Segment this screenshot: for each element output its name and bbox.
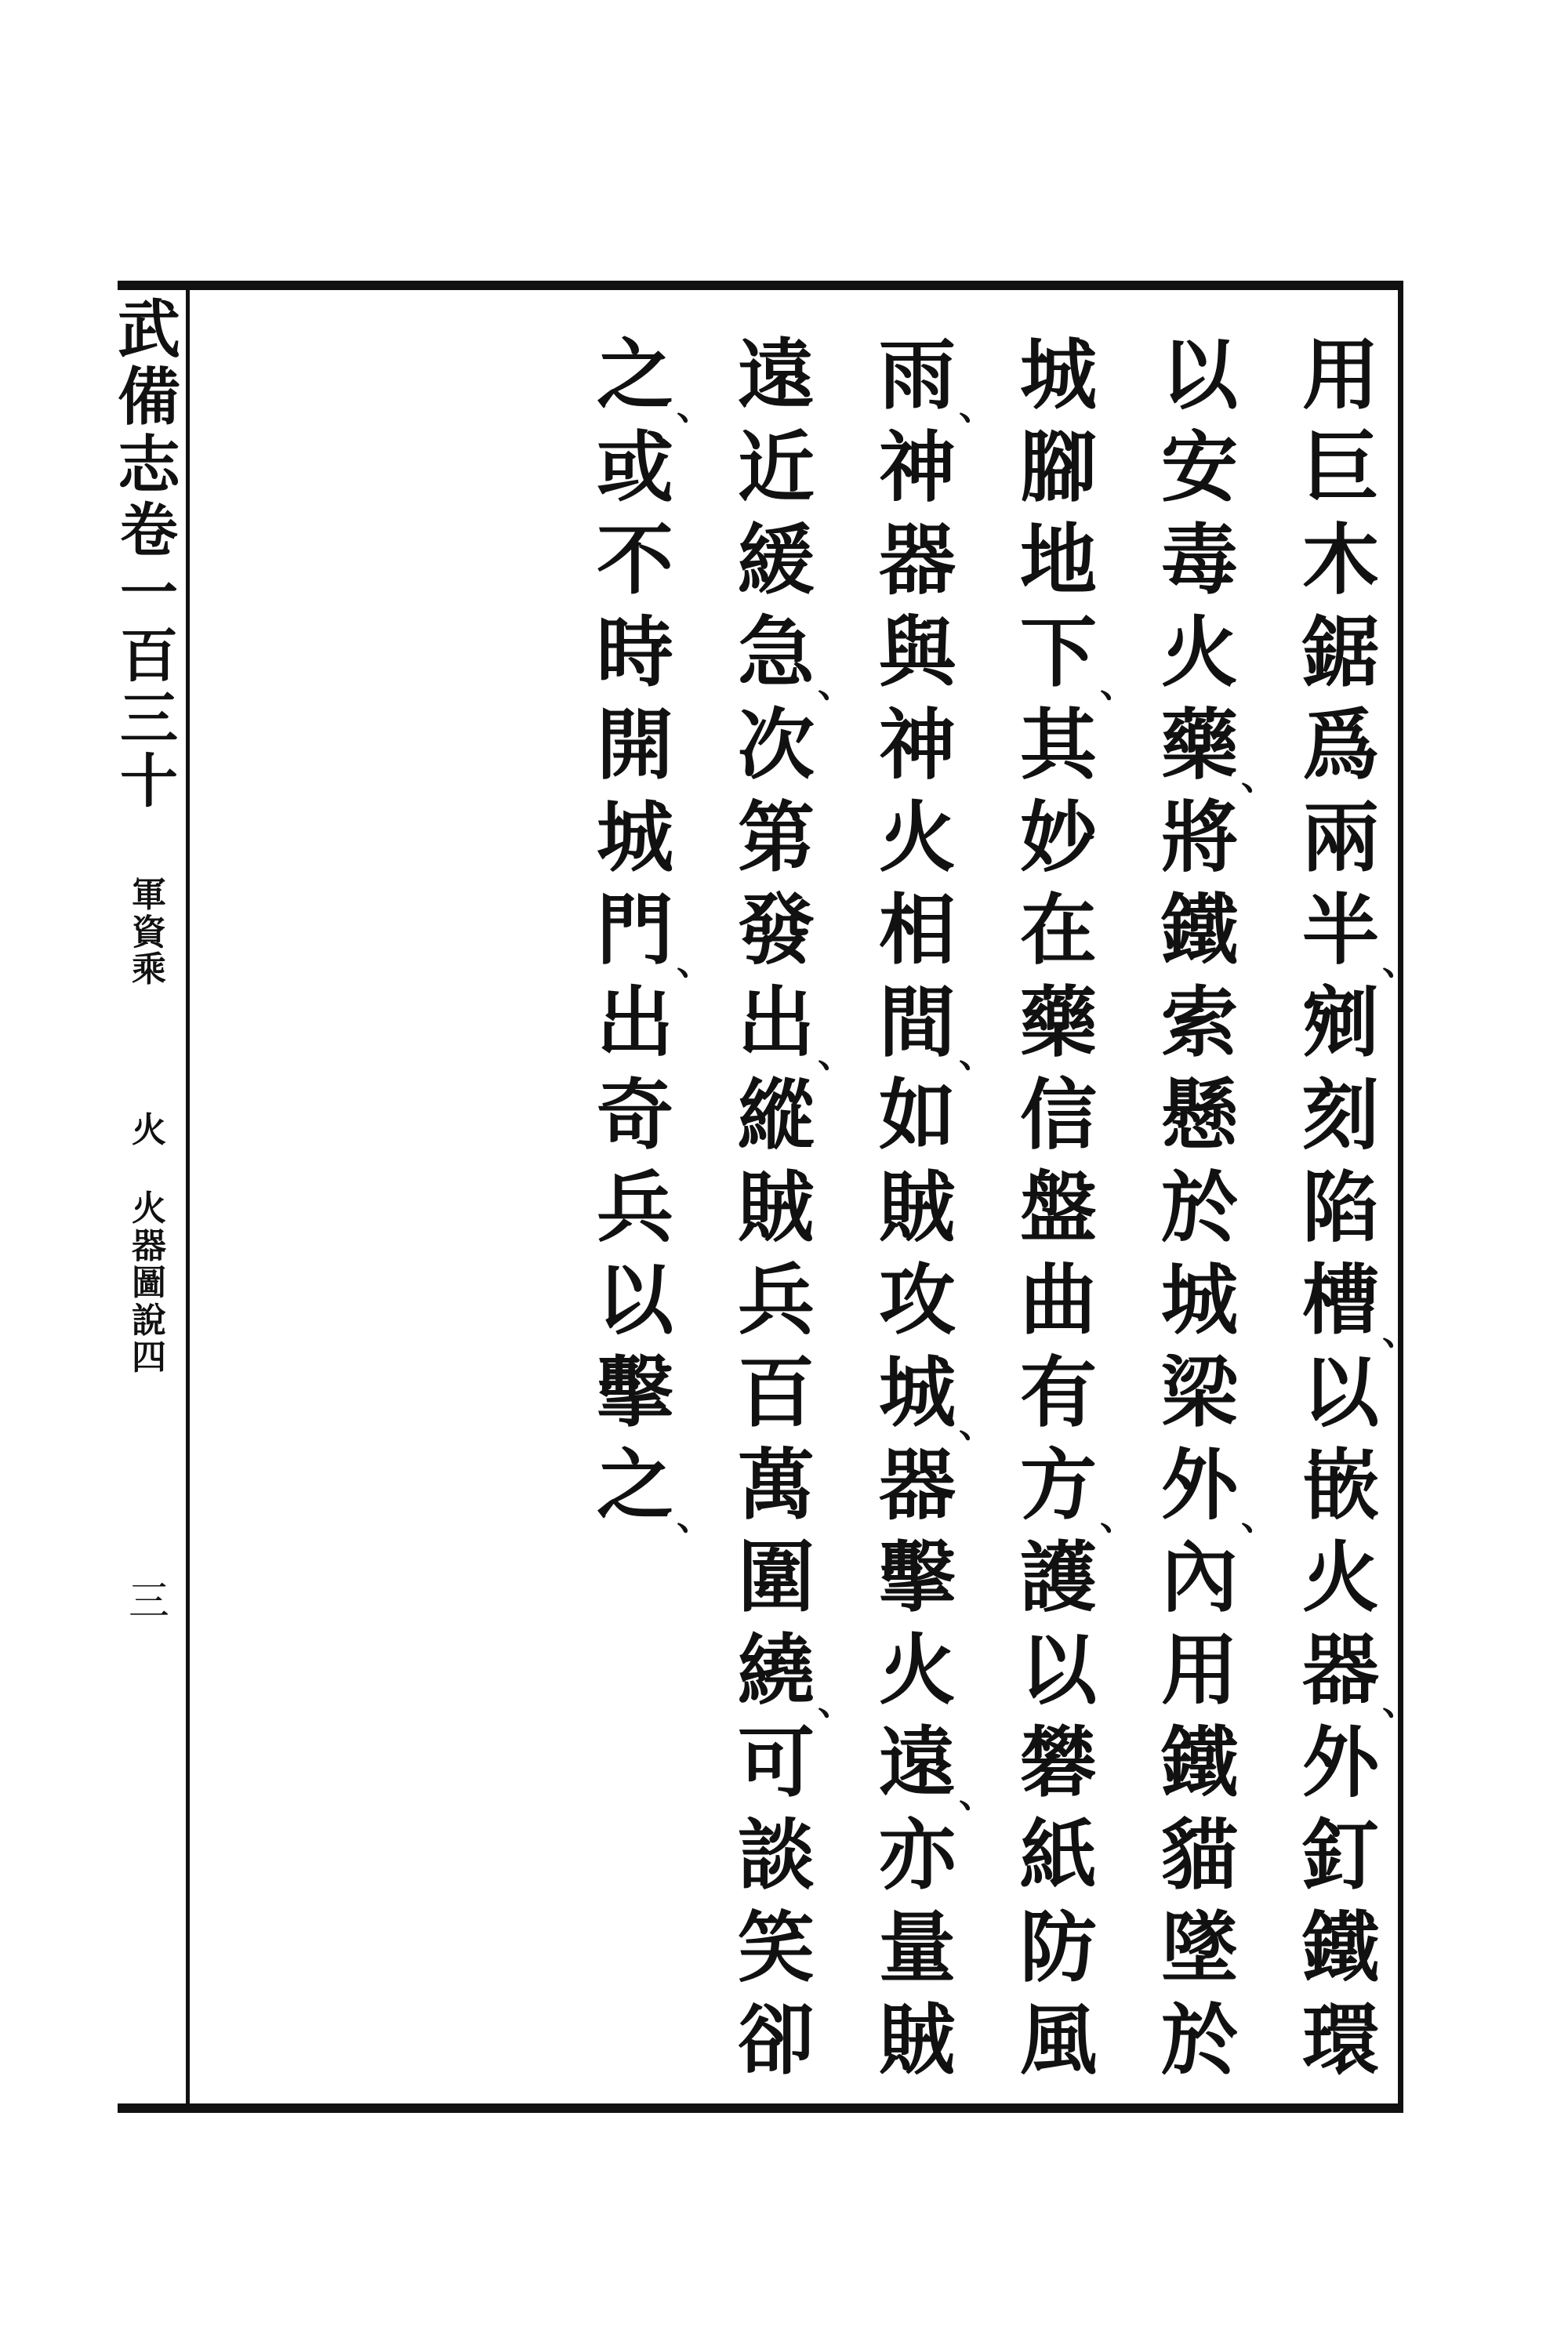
text-column-2: 以 安 毒 火 藥 、 將 鐵 索 懸 於 城 梁 外 、 內 用 鐵 貓 墜 於	[1160, 330, 1277, 2085]
margin-divider-rule	[186, 286, 190, 2107]
page-number: 三	[128, 1578, 169, 1625]
text-column-6: 之 、 或 不 時 開 城 門 、 出 奇 兵 以 擊 之 、	[596, 330, 713, 1538]
top-border-rule	[118, 281, 1403, 290]
text-column-3: 城 腳 地 下 、 其 妙 在 藥 信 盤 曲 有 方 、 護 以 礬 紙 防 風	[1019, 330, 1136, 2085]
bottom-border-rule	[118, 2103, 1403, 2113]
margin-item: 火 器 圖 說 四	[132, 1189, 166, 1378]
text-column-5: 遠 近 緩 急 、 次 第 發 出 、 縱 賊 兵 百 萬 圍 繞 、 可 談 笑 卻	[737, 330, 854, 2085]
margin-book-title: 武 備 志	[118, 292, 180, 502]
right-border-rule	[1398, 286, 1403, 2107]
margin-volume: 卷 一 百 三 十	[120, 497, 178, 815]
margin-section: 軍 資 乘	[132, 875, 166, 990]
margin-subsection: 火	[132, 1110, 166, 1150]
text-column-1: 用 巨 木 鋸 爲 兩 半 、 剜 刻 陷 槽 、 以 嵌 火 器 、 外 釘 鐵 環	[1301, 330, 1418, 2085]
text-column-4: 雨 、 神 器 與 神 火 相 間 、 如 賊 攻 城 、 器 擊 火 遠 、 亦 量 賊	[878, 330, 995, 2085]
